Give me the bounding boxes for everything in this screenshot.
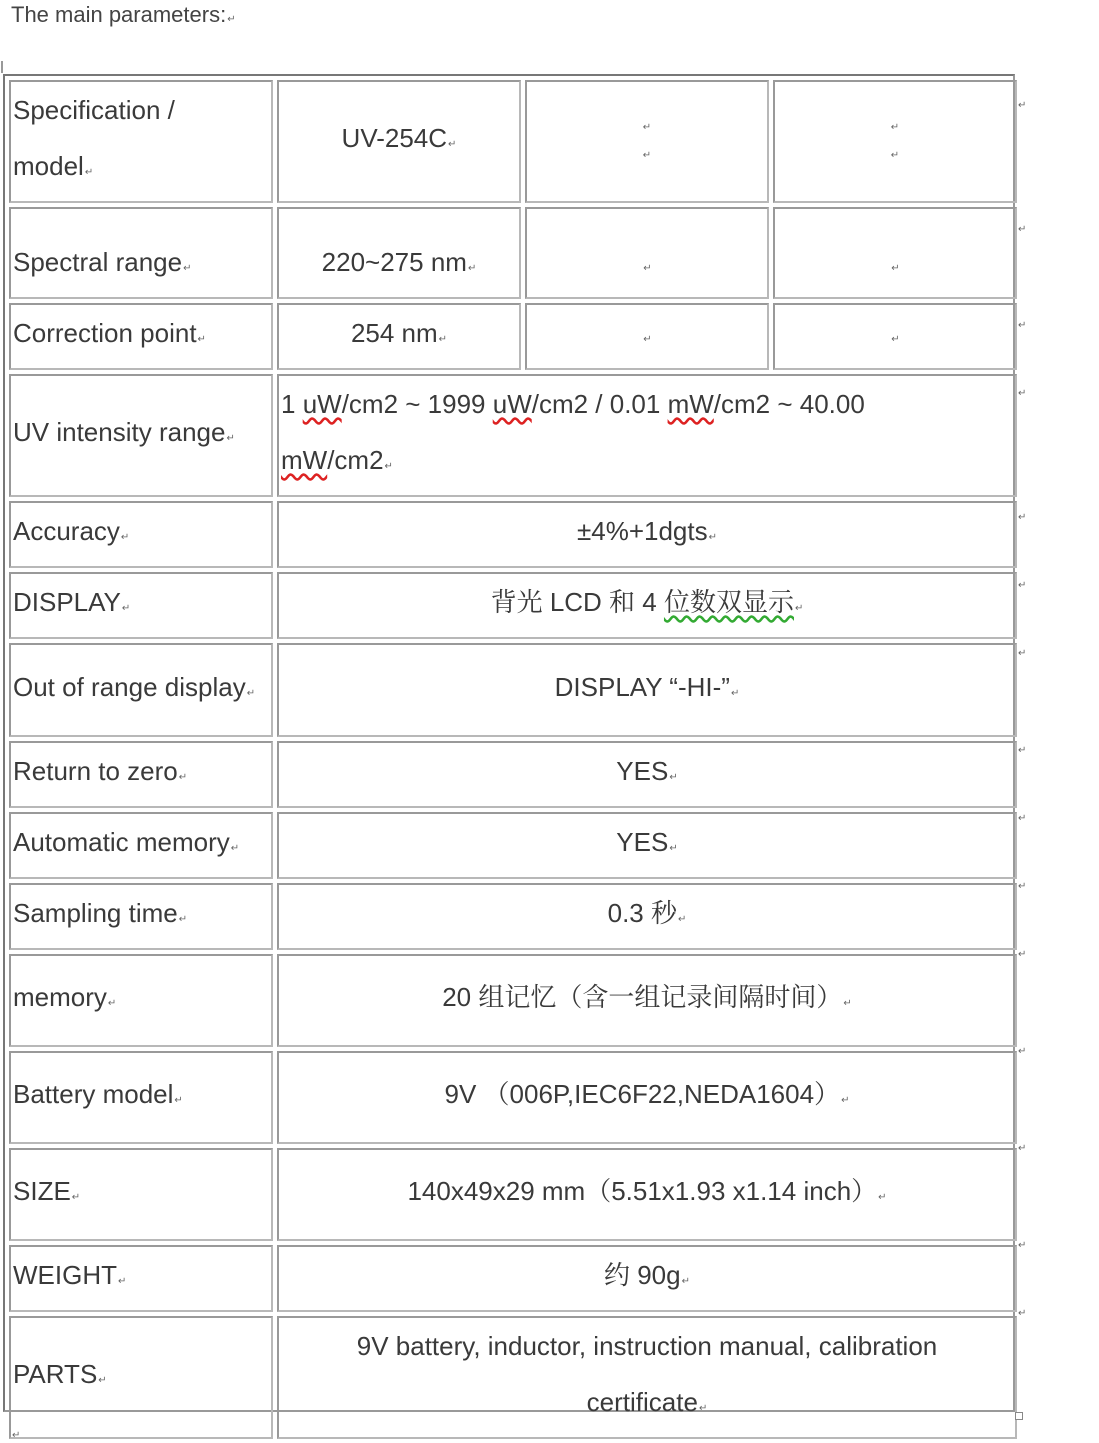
empty-cell: ↵	[525, 303, 769, 370]
label-cell: Correction point↵	[9, 303, 273, 370]
row-end-marker: ↵	[1018, 1308, 1027, 1319]
table-row	[9, 501, 1017, 568]
value-cell: YES↵	[277, 812, 1017, 879]
value-cell: ±4%+1dgts↵	[277, 501, 1017, 568]
value-cell: DISPLAY “-HI-”↵	[277, 643, 1017, 737]
label-cell: Return to zero↵	[9, 741, 273, 808]
label-cell: Automatic memory↵	[9, 812, 273, 879]
value-cell: 140x49x29 mm（5.51x1.93 x1.14 inch）↵	[277, 1148, 1017, 1241]
row-end-marker: ↵	[1018, 388, 1027, 399]
value-cell: 220~275 nm↵	[277, 207, 521, 299]
table-row	[9, 374, 1017, 497]
table-resize-handle[interactable]	[1015, 1412, 1023, 1420]
label-cell: Out of range display↵	[9, 643, 273, 737]
label-cell: memory↵	[9, 954, 273, 1047]
table-row	[9, 812, 1017, 879]
label-cell: Accuracy↵	[9, 501, 273, 568]
value-cell: 背光 LCD 和 4 位数双显示↵	[277, 572, 1017, 639]
table-corner-marker	[1, 61, 3, 73]
table-row	[9, 303, 1017, 370]
label-cell: UV intensity range↵	[9, 374, 273, 497]
row-end-marker: ↵	[1018, 813, 1027, 824]
label-cell: Specification / model↵	[9, 80, 273, 203]
empty-cell: ↵ ↵	[773, 80, 1017, 203]
row-end-marker: ↵	[1018, 949, 1027, 960]
paragraph-mark: ↵	[12, 1430, 21, 1441]
table-row	[9, 207, 1017, 299]
value-cell: 9V battery, inductor, instruction manual, calibration certificate↵	[277, 1316, 1017, 1439]
row-end-marker: ↵	[1018, 580, 1027, 591]
table-row	[9, 1316, 1017, 1439]
value-cell: 9V （006P,IEC6F22,NEDA1604）↵	[277, 1051, 1017, 1144]
label-cell: Sampling time↵	[9, 883, 273, 950]
row-end-marker: ↵	[1018, 1240, 1027, 1251]
row-end-marker: ↵	[1018, 1046, 1027, 1057]
table-row	[9, 643, 1017, 737]
label-cell: Spectral range↵	[9, 207, 273, 299]
table-row	[9, 1148, 1017, 1241]
row-end-marker: ↵	[1018, 881, 1027, 892]
value-cell: 1 uW/cm2 ~ 1999 uW/cm2 / 0.01 mW/cm2 ~ 40.00 mW/cm2↵	[277, 374, 1017, 497]
row-end-marker: ↵	[1018, 648, 1027, 659]
row-end-marker: ↵	[1018, 745, 1027, 756]
table-row	[9, 954, 1017, 1047]
value-cell: 0.3 秒↵	[277, 883, 1017, 950]
value-cell: 约 90g↵	[277, 1245, 1017, 1312]
empty-cell: ↵ ↵	[525, 80, 769, 203]
label-cell: WEIGHT↵	[9, 1245, 273, 1312]
table-row	[9, 883, 1017, 950]
table-row	[9, 572, 1017, 639]
label-cell: Battery model↵	[9, 1051, 273, 1144]
empty-cell: ↵	[773, 207, 1017, 299]
row-end-marker: ↵	[1018, 100, 1027, 111]
label-cell: DISPLAY↵	[9, 572, 273, 639]
empty-cell: ↵	[773, 303, 1017, 370]
value-cell: 20 组记忆（含一组记录间隔时间）↵	[277, 954, 1017, 1047]
empty-cell: ↵	[525, 207, 769, 299]
table-row	[9, 80, 1017, 203]
row-end-marker: ↵	[1018, 512, 1027, 523]
value-cell: UV-254C↵	[277, 80, 521, 203]
label-cell: SIZE↵	[9, 1148, 273, 1241]
table-row	[9, 1051, 1017, 1144]
table-row	[9, 741, 1017, 808]
row-end-marker: ↵	[1018, 320, 1027, 331]
page-title: The main parameters:↵	[11, 2, 236, 27]
table-row	[9, 1245, 1017, 1312]
parameters-table	[5, 76, 1021, 1443]
value-cell: 254 nm↵	[277, 303, 521, 370]
label-cell: PARTS↵	[9, 1316, 273, 1439]
row-end-marker: ↵	[1018, 224, 1027, 235]
value-cell: YES↵	[277, 741, 1017, 808]
row-end-marker: ↵	[1018, 1143, 1027, 1154]
